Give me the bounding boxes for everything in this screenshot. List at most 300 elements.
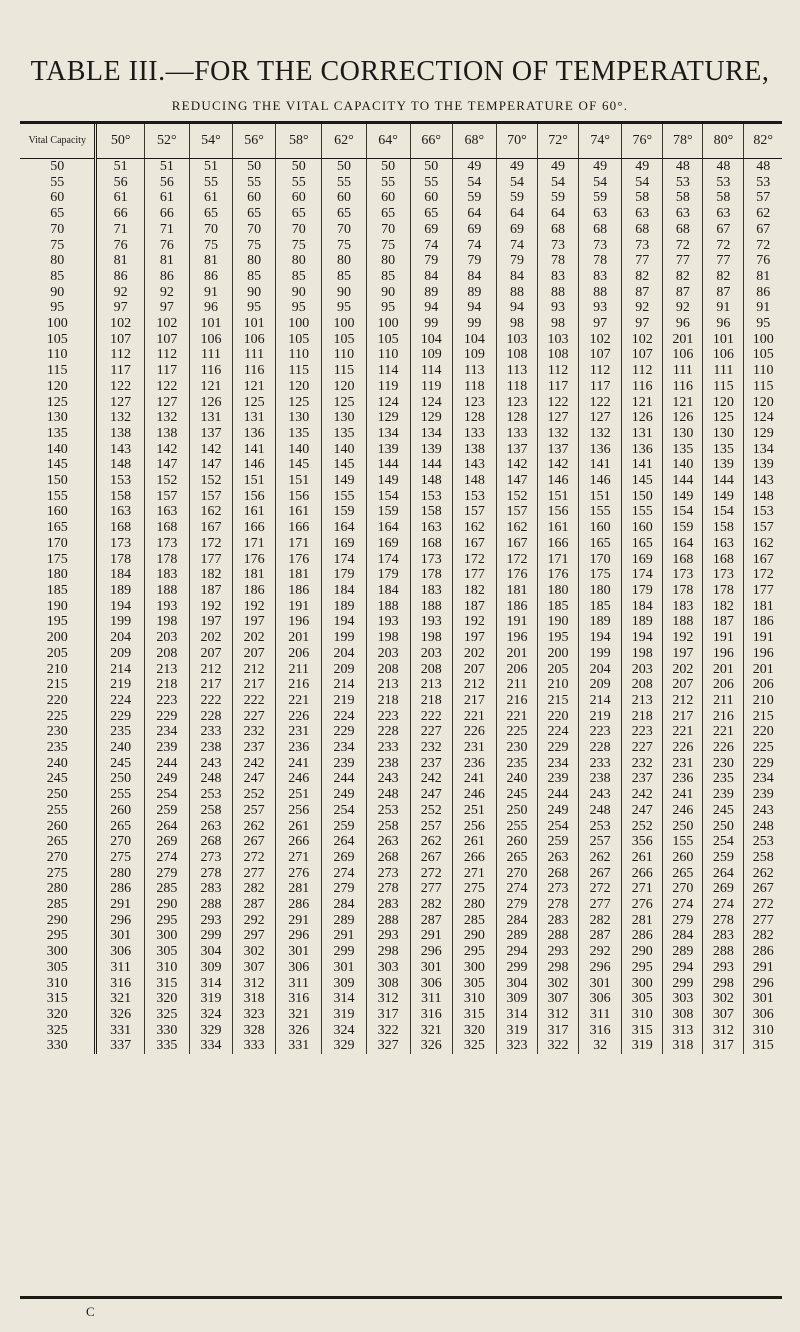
capacity-cell: 220 xyxy=(20,693,96,709)
corrected-value-cell: 166 xyxy=(276,520,322,536)
corrected-value-cell: 188 xyxy=(410,599,452,615)
corrected-value-cell: 159 xyxy=(366,504,410,520)
corrected-value-cell: 306 xyxy=(579,991,622,1007)
corrected-value-cell: 299 xyxy=(189,928,232,944)
table-row xyxy=(20,426,782,442)
corrected-value-cell: 295 xyxy=(144,913,189,929)
corrected-value-cell: 167 xyxy=(496,536,537,552)
corrected-value-cell: 174 xyxy=(322,552,366,568)
corrected-value-cell: 259 xyxy=(144,803,189,819)
corrected-value-cell: 153 xyxy=(744,504,782,520)
corrected-value-cell: 305 xyxy=(144,944,189,960)
corrected-value-cell: 125 xyxy=(703,410,744,426)
corrected-value-cell: 269 xyxy=(322,850,366,866)
corrected-value-cell: 72 xyxy=(703,238,744,254)
corrected-value-cell: 236 xyxy=(276,740,322,756)
corrected-value-cell: 82 xyxy=(663,269,703,285)
corrected-value-cell: 195 xyxy=(538,630,579,646)
corrected-value-cell: 171 xyxy=(233,536,276,552)
corrected-value-cell: 240 xyxy=(96,740,144,756)
corrected-value-cell: 91 xyxy=(744,300,782,316)
corrected-value-cell: 277 xyxy=(744,913,782,929)
corrected-value-cell: 247 xyxy=(410,787,452,803)
corrected-value-cell: 214 xyxy=(322,677,366,693)
corrected-value-cell: 112 xyxy=(96,347,144,363)
corrected-value-cell: 80 xyxy=(322,253,366,269)
corrected-value-cell: 312 xyxy=(366,991,410,1007)
corrected-value-cell: 109 xyxy=(452,347,496,363)
corrected-value-cell: 227 xyxy=(233,709,276,725)
corrected-value-cell: 152 xyxy=(144,473,189,489)
corrected-value-cell: 309 xyxy=(496,991,537,1007)
corrected-value-cell: 289 xyxy=(663,944,703,960)
corrected-value-cell: 295 xyxy=(452,944,496,960)
corrected-value-cell: 227 xyxy=(410,724,452,740)
corrected-value-cell: 296 xyxy=(410,944,452,960)
corrected-value-cell: 274 xyxy=(144,850,189,866)
table-row xyxy=(20,238,782,254)
corrected-value-cell: 204 xyxy=(96,630,144,646)
corrected-value-cell: 72 xyxy=(744,238,782,254)
corrected-value-cell: 316 xyxy=(276,991,322,1007)
corrected-value-cell: 144 xyxy=(410,457,452,473)
corrected-value-cell: 299 xyxy=(496,960,537,976)
corrected-value-cell: 71 xyxy=(96,222,144,238)
corrected-value-cell: 117 xyxy=(96,363,144,379)
corrected-value-cell: 164 xyxy=(322,520,366,536)
header-row xyxy=(20,124,782,159)
corrected-value-cell: 307 xyxy=(703,1007,744,1023)
corrected-value-cell: 102 xyxy=(579,332,622,348)
corrected-value-cell: 76 xyxy=(744,253,782,269)
corrected-value-cell: 112 xyxy=(579,363,622,379)
corrected-value-cell: 63 xyxy=(663,206,703,222)
bottom-rule xyxy=(20,1296,782,1299)
corrected-value-cell: 247 xyxy=(622,803,663,819)
corrected-value-cell: 113 xyxy=(496,363,537,379)
corrected-value-cell: 248 xyxy=(579,803,622,819)
corrected-value-cell: 149 xyxy=(322,473,366,489)
corrected-value-cell: 108 xyxy=(496,347,537,363)
corrected-value-cell: 112 xyxy=(144,347,189,363)
capacity-cell: 195 xyxy=(20,614,96,630)
corrected-value-cell: 87 xyxy=(703,285,744,301)
corrected-value-cell: 322 xyxy=(366,1023,410,1039)
capacity-cell: 65 xyxy=(20,206,96,222)
corrected-value-cell: 253 xyxy=(579,819,622,835)
corrected-value-cell: 90 xyxy=(233,285,276,301)
corrected-value-cell: 321 xyxy=(96,991,144,1007)
corrected-value-cell: 86 xyxy=(144,269,189,285)
corrected-value-cell: 253 xyxy=(744,834,782,850)
corrected-value-cell: 262 xyxy=(579,850,622,866)
corrected-value-cell: 154 xyxy=(366,489,410,505)
corrected-value-cell: 162 xyxy=(189,504,232,520)
corrected-value-cell: 218 xyxy=(622,709,663,725)
corrected-value-cell: 155 xyxy=(663,834,703,850)
table-row xyxy=(20,379,782,395)
corrected-value-cell: 184 xyxy=(96,567,144,583)
table-row xyxy=(20,803,782,819)
corrected-value-cell: 235 xyxy=(96,724,144,740)
corrected-value-cell: 213 xyxy=(410,677,452,693)
corrected-value-cell: 96 xyxy=(703,316,744,332)
corrected-value-cell: 222 xyxy=(410,709,452,725)
corrected-value-cell: 157 xyxy=(496,504,537,520)
corrected-value-cell: 189 xyxy=(622,614,663,630)
corrected-value-cell: 218 xyxy=(410,693,452,709)
corrected-value-cell: 59 xyxy=(579,190,622,206)
corrected-value-cell: 233 xyxy=(366,740,410,756)
table-row xyxy=(20,756,782,772)
corrected-value-cell: 320 xyxy=(452,1023,496,1039)
capacity-cell: 160 xyxy=(20,504,96,520)
corrected-value-cell: 166 xyxy=(538,536,579,552)
corrected-value-cell: 269 xyxy=(144,834,189,850)
corrected-value-cell: 128 xyxy=(496,410,537,426)
corrected-value-cell: 32 xyxy=(579,1038,622,1054)
temperature-column-header: 58° xyxy=(276,124,322,159)
temperature-column-header: 82° xyxy=(744,124,782,159)
corrected-value-cell: 101 xyxy=(233,316,276,332)
corrected-value-cell: 305 xyxy=(622,991,663,1007)
corrected-value-cell: 314 xyxy=(496,1007,537,1023)
corrected-value-cell: 129 xyxy=(410,410,452,426)
corrected-value-cell: 264 xyxy=(322,834,366,850)
corrected-value-cell: 244 xyxy=(322,771,366,787)
corrected-value-cell: 136 xyxy=(622,442,663,458)
capacity-cell: 95 xyxy=(20,300,96,316)
corrected-value-cell: 131 xyxy=(189,410,232,426)
corrected-value-cell: 161 xyxy=(538,520,579,536)
corrected-value-cell: 286 xyxy=(622,928,663,944)
corrected-value-cell: 299 xyxy=(322,944,366,960)
temperature-column-header: 56° xyxy=(233,124,276,159)
table-row xyxy=(20,332,782,348)
capacity-cell: 265 xyxy=(20,834,96,850)
corrected-value-cell: 134 xyxy=(410,426,452,442)
corrected-value-cell: 212 xyxy=(189,662,232,678)
table-row xyxy=(20,175,782,191)
table-row xyxy=(20,316,782,332)
corrected-value-cell: 249 xyxy=(144,771,189,787)
corrected-value-cell: 278 xyxy=(366,881,410,897)
corrected-value-cell: 73 xyxy=(622,238,663,254)
corrected-value-cell: 95 xyxy=(322,300,366,316)
corrected-value-cell: 277 xyxy=(579,897,622,913)
corrected-value-cell: 144 xyxy=(663,473,703,489)
corrected-value-cell: 145 xyxy=(622,473,663,489)
corrected-value-cell: 240 xyxy=(496,771,537,787)
corrected-value-cell: 278 xyxy=(189,866,232,882)
corrected-value-cell: 221 xyxy=(703,724,744,740)
corrected-value-cell: 306 xyxy=(276,960,322,976)
capacity-cell: 200 xyxy=(20,630,96,646)
corrected-value-cell: 250 xyxy=(663,819,703,835)
corrected-value-cell: 226 xyxy=(452,724,496,740)
corrected-value-cell: 148 xyxy=(410,473,452,489)
corrected-value-cell: 54 xyxy=(452,175,496,191)
table-row xyxy=(20,300,782,316)
capacity-cell: 215 xyxy=(20,677,96,693)
corrected-value-cell: 220 xyxy=(538,709,579,725)
corrected-value-cell: 237 xyxy=(410,756,452,772)
corrected-value-cell: 258 xyxy=(366,819,410,835)
table-row xyxy=(20,787,782,803)
corrected-value-cell: 246 xyxy=(452,787,496,803)
table-row xyxy=(20,599,782,615)
corrected-value-cell: 191 xyxy=(276,599,322,615)
corrected-value-cell: 256 xyxy=(452,819,496,835)
corrected-value-cell: 245 xyxy=(96,756,144,772)
corrected-value-cell: 286 xyxy=(744,944,782,960)
corrected-value-cell: 143 xyxy=(96,442,144,458)
corrected-value-cell: 168 xyxy=(663,552,703,568)
corrected-value-cell: 230 xyxy=(703,756,744,772)
corrected-value-cell: 302 xyxy=(233,944,276,960)
corrected-value-cell: 153 xyxy=(96,473,144,489)
corrected-value-cell: 126 xyxy=(189,395,232,411)
corrected-value-cell: 283 xyxy=(366,897,410,913)
corrected-value-cell: 125 xyxy=(322,395,366,411)
corrected-value-cell: 148 xyxy=(744,489,782,505)
corrected-value-cell: 239 xyxy=(144,740,189,756)
corrected-value-cell: 257 xyxy=(410,819,452,835)
temperature-column-header: 74° xyxy=(579,124,622,159)
corrected-value-cell: 293 xyxy=(366,928,410,944)
corrected-value-cell: 193 xyxy=(366,614,410,630)
corrected-value-cell: 157 xyxy=(144,489,189,505)
corrected-value-cell: 49 xyxy=(452,159,496,175)
corrected-value-cell: 106 xyxy=(189,332,232,348)
corrected-value-cell: 135 xyxy=(663,442,703,458)
corrected-value-cell: 151 xyxy=(538,489,579,505)
corrected-value-cell: 88 xyxy=(538,285,579,301)
corrected-value-cell: 272 xyxy=(579,881,622,897)
corrected-value-cell: 58 xyxy=(663,190,703,206)
corrected-value-cell: 176 xyxy=(496,567,537,583)
table-row xyxy=(20,1007,782,1023)
corrected-value-cell: 275 xyxy=(452,881,496,897)
capacity-cell: 315 xyxy=(20,991,96,1007)
corrected-value-cell: 60 xyxy=(410,190,452,206)
corrected-value-cell: 271 xyxy=(276,850,322,866)
corrected-value-cell: 75 xyxy=(322,238,366,254)
corrected-value-cell: 197 xyxy=(189,614,232,630)
corrected-value-cell: 331 xyxy=(96,1023,144,1039)
corrected-value-cell: 255 xyxy=(496,819,537,835)
corrected-value-cell: 320 xyxy=(144,991,189,1007)
capacity-cell: 255 xyxy=(20,803,96,819)
corrected-value-cell: 158 xyxy=(703,520,744,536)
corrected-value-cell: 77 xyxy=(622,253,663,269)
corrected-value-cell: 107 xyxy=(96,332,144,348)
corrected-value-cell: 151 xyxy=(276,473,322,489)
capacity-cell: 120 xyxy=(20,379,96,395)
corrected-value-cell: 87 xyxy=(622,285,663,301)
corrected-value-cell: 248 xyxy=(189,771,232,787)
corrected-value-cell: 177 xyxy=(744,583,782,599)
corrected-value-cell: 168 xyxy=(144,520,189,536)
corrected-value-cell: 102 xyxy=(622,332,663,348)
corrected-value-cell: 212 xyxy=(663,693,703,709)
corrected-value-cell: 153 xyxy=(410,489,452,505)
corrected-value-cell: 173 xyxy=(96,536,144,552)
table-row xyxy=(20,269,782,285)
corrected-value-cell: 224 xyxy=(322,709,366,725)
corrected-value-cell: 330 xyxy=(144,1023,189,1039)
corrected-value-cell: 162 xyxy=(496,520,537,536)
corrected-value-cell: 292 xyxy=(233,913,276,929)
corrected-value-cell: 289 xyxy=(322,913,366,929)
corrected-value-cell: 303 xyxy=(366,960,410,976)
corrected-value-cell: 277 xyxy=(233,866,276,882)
corrected-value-cell: 248 xyxy=(366,787,410,803)
corrected-value-cell: 313 xyxy=(663,1023,703,1039)
corrected-value-cell: 130 xyxy=(276,410,322,426)
capacity-cell: 105 xyxy=(20,332,96,348)
corrected-value-cell: 115 xyxy=(703,379,744,395)
corrected-value-cell: 249 xyxy=(538,803,579,819)
corrected-value-cell: 78 xyxy=(579,253,622,269)
corrected-value-cell: 95 xyxy=(366,300,410,316)
corrected-value-cell: 152 xyxy=(496,489,537,505)
corrected-value-cell: 178 xyxy=(410,567,452,583)
corrected-value-cell: 60 xyxy=(366,190,410,206)
corrected-value-cell: 145 xyxy=(276,457,322,473)
corrected-value-cell: 218 xyxy=(366,693,410,709)
corrected-value-cell: 146 xyxy=(233,457,276,473)
corrected-value-cell: 86 xyxy=(189,269,232,285)
table-row xyxy=(20,347,782,363)
corrected-value-cell: 211 xyxy=(703,693,744,709)
corrected-value-cell: 110 xyxy=(276,347,322,363)
corrected-value-cell: 312 xyxy=(538,1007,579,1023)
corrected-value-cell: 328 xyxy=(233,1023,276,1039)
corrected-value-cell: 75 xyxy=(233,238,276,254)
corrected-value-cell: 207 xyxy=(452,662,496,678)
corrected-value-cell: 78 xyxy=(538,253,579,269)
corrected-value-cell: 65 xyxy=(233,206,276,222)
corrected-value-cell: 65 xyxy=(366,206,410,222)
corrected-value-cell: 234 xyxy=(744,771,782,787)
corrected-value-cell: 291 xyxy=(96,897,144,913)
corrected-value-cell: 57 xyxy=(744,190,782,206)
corrected-value-cell: 203 xyxy=(622,662,663,678)
capacity-cell: 90 xyxy=(20,285,96,301)
corrected-value-cell: 95 xyxy=(744,316,782,332)
corrected-value-cell: 68 xyxy=(579,222,622,238)
corrected-value-cell: 213 xyxy=(366,677,410,693)
corrected-value-cell: 316 xyxy=(579,1023,622,1039)
corrected-value-cell: 287 xyxy=(579,928,622,944)
corrected-value-cell: 306 xyxy=(744,1007,782,1023)
capacity-cell: 150 xyxy=(20,473,96,489)
corrected-value-cell: 203 xyxy=(144,630,189,646)
corrected-value-cell: 174 xyxy=(622,567,663,583)
corrected-value-cell: 238 xyxy=(189,740,232,756)
corrected-value-cell: 127 xyxy=(144,395,189,411)
corrected-value-cell: 252 xyxy=(410,803,452,819)
corrected-value-cell: 162 xyxy=(744,536,782,552)
corrected-value-cell: 273 xyxy=(189,850,232,866)
corrected-value-cell: 279 xyxy=(144,866,189,882)
corrected-value-cell: 125 xyxy=(276,395,322,411)
corrected-value-cell: 272 xyxy=(410,866,452,882)
corrected-value-cell: 181 xyxy=(744,599,782,615)
corrected-value-cell: 202 xyxy=(233,630,276,646)
corrected-value-cell: 65 xyxy=(276,206,322,222)
capacity-cell: 260 xyxy=(20,819,96,835)
corrected-value-cell: 296 xyxy=(579,960,622,976)
corrected-value-cell: 312 xyxy=(233,976,276,992)
corrected-value-cell: 226 xyxy=(276,709,322,725)
corrected-value-cell: 139 xyxy=(744,457,782,473)
table-row xyxy=(20,866,782,882)
corrected-value-cell: 66 xyxy=(96,206,144,222)
corrected-value-cell: 275 xyxy=(96,850,144,866)
corrected-value-cell: 276 xyxy=(276,866,322,882)
corrected-value-cell: 337 xyxy=(96,1038,144,1054)
corrected-value-cell: 215 xyxy=(538,693,579,709)
corrected-value-cell: 231 xyxy=(663,756,703,772)
corrected-value-cell: 317 xyxy=(366,1007,410,1023)
corrected-value-cell: 306 xyxy=(96,944,144,960)
corrected-value-cell: 121 xyxy=(189,379,232,395)
corrected-value-cell: 221 xyxy=(496,709,537,725)
corrected-value-cell: 93 xyxy=(538,300,579,316)
corrected-value-cell: 95 xyxy=(233,300,276,316)
corrected-value-cell: 169 xyxy=(366,536,410,552)
corrected-value-cell: 296 xyxy=(744,976,782,992)
corrected-value-cell: 294 xyxy=(663,960,703,976)
corrected-value-cell: 144 xyxy=(703,473,744,489)
corrected-value-cell: 92 xyxy=(144,285,189,301)
corrected-value-cell: 98 xyxy=(538,316,579,332)
corrected-value-cell: 100 xyxy=(276,316,322,332)
corrected-value-cell: 203 xyxy=(366,646,410,662)
corrected-value-cell: 279 xyxy=(496,897,537,913)
corrected-value-cell: 190 xyxy=(538,614,579,630)
corrected-value-cell: 114 xyxy=(366,363,410,379)
corrected-value-cell: 217 xyxy=(452,693,496,709)
corrected-value-cell: 188 xyxy=(663,614,703,630)
corrected-value-cell: 319 xyxy=(622,1038,663,1054)
corrected-value-cell: 203 xyxy=(410,646,452,662)
corrected-value-cell: 79 xyxy=(496,253,537,269)
corrected-value-cell: 117 xyxy=(579,379,622,395)
table-row xyxy=(20,567,782,583)
corrected-value-cell: 154 xyxy=(703,504,744,520)
corrected-value-cell: 289 xyxy=(496,928,537,944)
corrected-value-cell: 163 xyxy=(703,536,744,552)
corrected-value-cell: 250 xyxy=(703,819,744,835)
corrected-value-cell: 246 xyxy=(276,771,322,787)
corrected-value-cell: 90 xyxy=(366,285,410,301)
corrected-value-cell: 120 xyxy=(744,395,782,411)
corrected-value-cell: 100 xyxy=(744,332,782,348)
corrected-value-cell: 300 xyxy=(452,960,496,976)
corrected-value-cell: 184 xyxy=(322,583,366,599)
corrected-value-cell: 91 xyxy=(703,300,744,316)
corrected-value-cell: 293 xyxy=(538,944,579,960)
corrected-value-cell: 261 xyxy=(452,834,496,850)
corrected-value-cell: 301 xyxy=(579,976,622,992)
capacity-cell: 190 xyxy=(20,599,96,615)
corrected-value-cell: 196 xyxy=(744,646,782,662)
corrected-value-cell: 254 xyxy=(538,819,579,835)
corrected-value-cell: 218 xyxy=(144,677,189,693)
